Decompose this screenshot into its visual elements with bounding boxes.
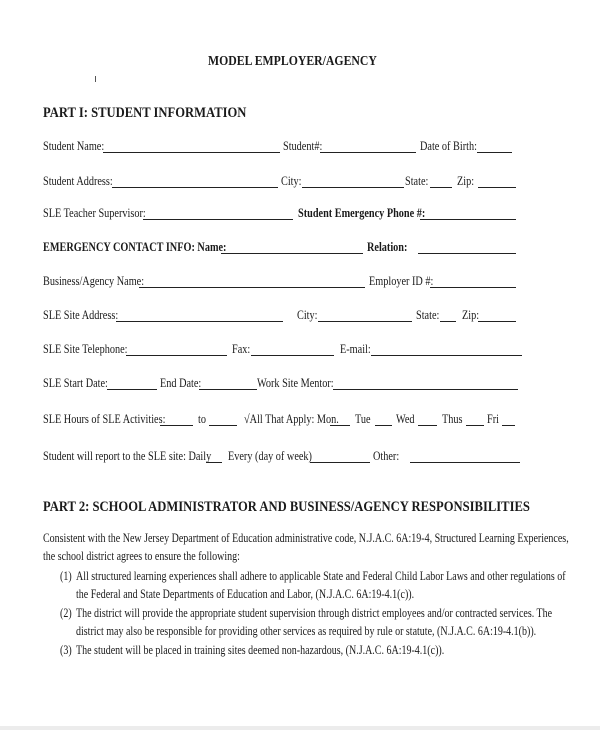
- part2-heading: PART 2: SCHOOL ADMINISTRATOR AND BUSINESS/AGENCY RESPONSIBILITIES: [43, 499, 530, 515]
- thu-field[interactable]: [466, 425, 484, 426]
- state-field[interactable]: [430, 187, 452, 188]
- student-address-field[interactable]: [112, 187, 278, 188]
- state-label: State:: [405, 174, 429, 188]
- city-field[interactable]: [302, 187, 404, 188]
- site-zip-field[interactable]: [478, 321, 516, 322]
- emergency-phone-field[interactable]: [420, 219, 516, 220]
- emergency-contact-name-label: EMERGENCY CONTACT INFO: Name:: [43, 240, 227, 254]
- student-address-label: Student Address:: [43, 174, 113, 188]
- student-name-label: Student Name:: [43, 139, 105, 153]
- mon-label: √All That Apply: Mon.: [244, 412, 339, 426]
- hours-label: SLE Hours of SLE Activities:: [43, 412, 166, 426]
- item-number: (2): [60, 606, 72, 620]
- city-label: City:: [281, 174, 302, 188]
- student-name-field[interactable]: [103, 152, 280, 153]
- report-daily-label: Student will report to the SLE site: Daily: [43, 449, 212, 463]
- item-text: district may also be responsible for providing other services as required by rule or statute, (N.J.A.C. 6A:19-4.1(b)).: [76, 624, 537, 638]
- text-cursor-mark: [95, 76, 96, 82]
- hours-from-field[interactable]: [160, 425, 193, 426]
- fri-field[interactable]: [502, 425, 515, 426]
- fax-label: Fax:: [232, 342, 251, 356]
- site-city-label: City:: [297, 308, 318, 322]
- site-telephone-label: SLE Site Telephone:: [43, 342, 128, 356]
- daily-field[interactable]: [206, 462, 222, 463]
- employer-id-field[interactable]: [430, 287, 516, 288]
- site-city-field[interactable]: [318, 321, 412, 322]
- item-text: The district will provide the appropriate student supervision through district employees and/or contracted services. The: [76, 606, 553, 620]
- tue-label: Tue: [355, 412, 371, 426]
- intro-line: Consistent with the New Jersey Department of Education administrative code, N.J.A.C. 6A:19-4, Structured Learning Experiences,: [43, 531, 569, 545]
- employer-id-label: Employer ID #:: [369, 274, 434, 288]
- hours-to-field[interactable]: [209, 425, 237, 426]
- start-date-field[interactable]: [107, 389, 157, 390]
- item-number: (3): [60, 643, 72, 657]
- site-address-label: SLE Site Address:: [43, 308, 119, 322]
- end-date-field[interactable]: [199, 389, 257, 390]
- tue-field[interactable]: [375, 425, 392, 426]
- zip-field[interactable]: [478, 187, 516, 188]
- mon-field[interactable]: [330, 425, 350, 426]
- date-of-birth-label: Date of Birth:: [420, 139, 477, 153]
- zip-label: Zip:: [457, 174, 475, 188]
- every-day-field[interactable]: [310, 462, 370, 463]
- item-text: All structured learning experiences shall adhere to applicable State and Federal Child Labor Laws and other regulations of: [76, 569, 566, 583]
- site-state-label: State:: [416, 308, 440, 322]
- site-zip-label: Zip:: [462, 308, 480, 322]
- email-field[interactable]: [371, 355, 522, 356]
- student-number-label: Student#:: [283, 139, 323, 153]
- site-telephone-field[interactable]: [126, 355, 227, 356]
- site-address-field[interactable]: [116, 321, 283, 322]
- start-date-label: SLE Start Date:: [43, 376, 108, 390]
- teacher-supervisor-field[interactable]: [143, 219, 293, 220]
- end-date-label: End Date:: [160, 376, 202, 390]
- teacher-supervisor-label: SLE Teacher Supervisor:: [43, 206, 146, 220]
- email-label: E-mail:: [340, 342, 371, 356]
- business-name-label: Business/Agency Name:: [43, 274, 145, 288]
- site-state-field[interactable]: [440, 321, 456, 322]
- item-text: The student will be placed in training sites deemed non-hazardous, (N.J.A.C. 6A:19-4.1(c)).: [76, 643, 445, 657]
- part1-heading: PART I: STUDENT INFORMATION: [43, 105, 247, 121]
- work-site-mentor-field[interactable]: [333, 389, 518, 390]
- fax-field[interactable]: [251, 355, 334, 356]
- item-number: (1): [60, 569, 72, 583]
- other-field[interactable]: [410, 462, 520, 463]
- business-name-field[interactable]: [139, 287, 365, 288]
- emergency-contact-name-field[interactable]: [221, 253, 363, 254]
- other-label: Other:: [373, 449, 400, 463]
- intro-line: the school district agrees to ensure the following:: [43, 549, 240, 563]
- wed-label: Wed: [396, 412, 415, 426]
- fri-label: Fri: [487, 412, 499, 426]
- date-of-birth-field[interactable]: [477, 152, 512, 153]
- wed-field[interactable]: [418, 425, 437, 426]
- every-day-label: Every (day of week): [228, 449, 312, 463]
- thu-label: Thus: [442, 412, 463, 426]
- student-number-field[interactable]: [320, 152, 416, 153]
- item-text: the Federal and State Departments of Education and Labor, (N.J.A.C. 6A:19-4.1(c)).: [76, 587, 415, 601]
- work-site-mentor-label: Work Site Mentor:: [257, 376, 334, 390]
- emergency-phone-label: Student Emergency Phone #:: [298, 206, 426, 220]
- to-label: to: [198, 412, 206, 426]
- page-bottom-edge: [0, 726, 600, 730]
- relation-field[interactable]: [418, 253, 516, 254]
- document-title: MODEL EMPLOYER/AGENCY: [208, 54, 377, 69]
- relation-label: Relation:: [367, 240, 408, 254]
